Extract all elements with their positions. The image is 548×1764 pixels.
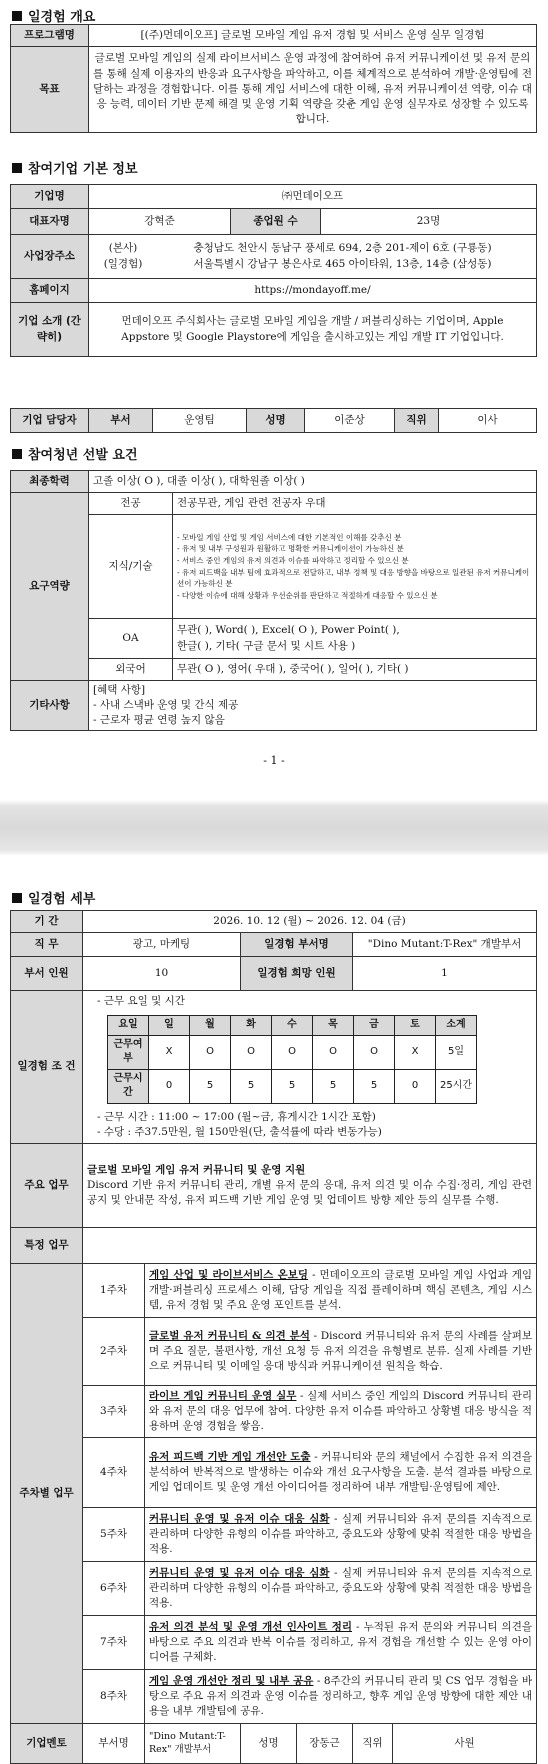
week-desc: - 8주간의 커뮤니티 관리 및 CS 업무 경험을 바탕으로 주요 유저 의견과 운영 이슈를 정리하고, 향후 게임 운영 방향에 대한 제안 내용을 내부 개발팀에 공유. xyxy=(149,1674,532,1718)
page-number: - 1 - xyxy=(263,754,285,767)
period-label: 기 간 xyxy=(11,911,83,933)
schedule-header: 목 xyxy=(313,1016,354,1036)
week-content xyxy=(145,1670,537,1724)
schedule-cell: O xyxy=(313,1035,354,1069)
schedule-header: 금 xyxy=(354,1016,395,1036)
company-table xyxy=(10,184,537,357)
staff-label: 부서 인원 xyxy=(11,957,83,991)
hope-count-label: 일경험 희망 인원 xyxy=(241,957,353,991)
education-value: 고졸 이상( O ), 대졸 이상( ), 대학원졸 이상( ) xyxy=(89,471,537,493)
oa-label: OA xyxy=(89,619,173,659)
schedule-row-label: 근무여부 xyxy=(108,1035,149,1069)
homepage-label: 홈페이지 xyxy=(11,279,89,303)
week-desc: - 실제 커뮤니티와 유저 문의를 지속적으로 관리하며 다양한 유형의 이슈를 파악하고, 중요도와 상황에 맞춰 적절한 대응 방법을 적용. xyxy=(149,1566,532,1610)
duty-value: 광고, 마케팅 xyxy=(83,933,241,957)
condition-value xyxy=(83,991,537,1144)
week-title: 게임 산업 및 라이브서비스 온보딩 xyxy=(149,1268,309,1281)
contact-name-value: 이준상 xyxy=(305,409,395,433)
mentor-dept-label: 부서명 xyxy=(83,1724,145,1764)
schedule-cell: 5 xyxy=(313,1069,354,1103)
section-title: 참여기업 기본 정보 xyxy=(28,162,138,177)
main-duty-title: 글로벌 모바일 게임 유저 커뮤니티 및 운영 지원 xyxy=(87,1163,306,1176)
duty-label: 직 무 xyxy=(11,933,83,957)
weekly-duty-label: 주차별 업무 xyxy=(11,1264,83,1724)
special-duty-label: 특정 업무 xyxy=(11,1228,83,1264)
week-label: 6주차 xyxy=(83,1562,145,1616)
schedule-cell: O xyxy=(272,1035,313,1069)
address-work-tag: (일경험) xyxy=(103,257,143,270)
schedule-header: 월 xyxy=(190,1016,231,1036)
schedule-cell: 5 xyxy=(231,1069,272,1103)
document-page-2 xyxy=(0,856,548,1755)
skill-label: 지식/기술 xyxy=(89,515,173,619)
language-label: 외국어 xyxy=(89,659,173,681)
address-hq: 충청남도 천안시 동남구 풍세로 694, 2층 201-제이 6호 (구룡동) xyxy=(193,242,492,255)
square-bullet-icon xyxy=(12,163,22,173)
square-bullet-icon xyxy=(12,11,22,21)
week-label: 5주차 xyxy=(83,1508,145,1562)
schedule-cell: 0 xyxy=(149,1069,190,1103)
contact-dept-value: 운영팀 xyxy=(153,409,247,433)
company-name-label: 기업명 xyxy=(11,185,89,209)
major-label: 전공 xyxy=(89,493,173,515)
week-label: 7주차 xyxy=(83,1616,145,1670)
section-heading-overview xyxy=(12,6,95,25)
schedule-cell: O xyxy=(354,1035,395,1069)
ceo-label: 대표자명 xyxy=(11,209,89,235)
week-desc: - 커뮤니티와 문의 채널에서 수집한 유저 의견을 분석하여 반복적으로 발생하는 이슈와 개선 요구사항을 도출. 분석 결과를 바탕으로 게임 업데이트 및 운영 개선 아이디어를 정리하여 내부 개발팀·운영팀에 제안. xyxy=(149,1450,532,1494)
week-label: 4주차 xyxy=(83,1438,145,1508)
mentor-dept-value: "Dino Mutant:T-Rex" 개발부서 xyxy=(145,1724,241,1764)
main-duty-label: 주요 업무 xyxy=(11,1144,83,1228)
skill-list xyxy=(173,515,537,619)
schedule-cell: X xyxy=(149,1035,190,1069)
week-desc: - 먼데이오프의 글로벌 모바일 게임 사업과 게임 개발·퍼블리싱 프로세스 이해, 담당 게임을 직접 플레이하며 핵심 콘텐츠, 게임 시스템, 유저 경험 및 주요 운영 포인트를 분석. xyxy=(149,1268,532,1312)
special-duty-value xyxy=(83,1228,537,1264)
week-desc: - Discord 커뮤니티와 유저 문의 사례를 살펴보며 주요 질문, 불편사항, 개선 요청 등 유저 의견을 유형별로 분류. 실제 사례를 기반으로 커뮤니티 및 이메일 응대 방식과 커뮤니케이션 원칙을 학습. xyxy=(149,1329,532,1373)
etc-value xyxy=(89,681,537,731)
week-title: 라이브 게임 커뮤니티 운영 실무 xyxy=(149,1389,297,1402)
period-value: 2026. 10. 12 (월) ~ 2026. 12. 04 (금) xyxy=(83,911,537,933)
ability-label: 요구역량 xyxy=(11,493,89,681)
oa-line: 한글( ), 기타( 구글 문서 및 시트 사용 ) xyxy=(177,639,356,652)
week-title: 커뮤니티 운영 및 유저 이슈 대응 심화 xyxy=(149,1566,330,1579)
section-title: 일경험 세부 xyxy=(28,892,96,907)
week-title: 글로벌 유저 커뮤니티 & 의견 분석 xyxy=(149,1329,310,1342)
work-dept-value: "Dino Mutant:T-Rex" 개발부서 xyxy=(353,933,537,957)
language-value: 무관( O ), 영어( 우대 ), 중국어( ), 일어( ), 기타( ) xyxy=(173,659,537,681)
address-hq-tag: (본사) xyxy=(108,242,138,255)
schedule-cell: 5 xyxy=(190,1069,231,1103)
week-content xyxy=(145,1264,537,1318)
schedule-cell: O xyxy=(190,1035,231,1069)
skill-item: - 서비스 중인 게임의 유저 의견과 이슈를 파악하고 정리할 수 있으신 분 xyxy=(177,555,409,565)
mentor-name-value: 장동근 xyxy=(297,1724,353,1764)
schedule-header: 수 xyxy=(272,1016,313,1036)
section-heading-detail xyxy=(12,888,95,907)
etc-line: - 사내 스낵바 운영 및 간식 제공 xyxy=(93,698,239,711)
contact-position-label: 직위 xyxy=(395,409,439,433)
skill-item: - 다양한 이슈에 대해 상황과 우선순위를 판단하고 적절하게 대응할 수 있으신 분 xyxy=(177,590,438,600)
section-title: 일경험 개요 xyxy=(28,10,96,25)
education-label: 최종학력 xyxy=(11,471,89,493)
goal-label: 목표 xyxy=(11,47,89,133)
staff-value: 10 xyxy=(83,957,241,991)
schedule-cell: 25시간 xyxy=(436,1069,477,1103)
main-duty-value xyxy=(83,1144,537,1228)
week-label: 1주차 xyxy=(83,1264,145,1318)
schedule-header: 화 xyxy=(231,1016,272,1036)
week-content xyxy=(145,1438,537,1508)
ceo-value: 강혁준 xyxy=(89,209,231,235)
condition-heading: - 근무 요일 및 시간 xyxy=(97,995,185,1007)
employee-count-value: 23명 xyxy=(321,209,537,235)
goal-value: 글로벌 모바일 게임의 실제 라이브서비스 운영 과정에 참여하여 유저 커뮤니케이션 및 유저 문의를 통해 실제 이용자의 반응과 요구사항을 파악하고, 이를 체계적으로 분석하여 개발·운영팀에 전달하는 과정을 경험합니다. 이를 통해 게임 서비스에 대한 이해, 유저 커뮤니케이션 역량, 이슈 대응 능력, 데이터 기반 문제 해결 및 운영 기획 역량을 갖춘 게임 운영 실무자로 성장할 수 있도록 합니다. xyxy=(89,47,537,133)
program-label: 프로그램명 xyxy=(11,25,89,47)
contact-table xyxy=(10,408,537,433)
main-duty-desc: Discord 기반 유저 커뮤니티 관리, 개별 유저 문의 응대, 유저 의견 및 이슈 수집·정리, 게임 관련 공지 및 안내문 작성, 유저 피드백 기반 게임 운영 및 업데이트 방향 제안 등의 실무를 수행. xyxy=(87,1179,532,1207)
section-heading-requirements xyxy=(12,444,138,463)
week-title: 게임 운영 개선안 정리 및 내부 공유 xyxy=(149,1674,314,1687)
company-intro-label: 기업 소개 (간략히) xyxy=(11,303,89,357)
contact-name-label: 성명 xyxy=(247,409,305,433)
schedule-table xyxy=(107,1015,477,1104)
schedule-cell: 5 xyxy=(272,1069,313,1103)
skill-item: - 유저 및 내부 구성원과 원활하고 명확한 커뮤니케이션이 가능하신 분 xyxy=(177,544,404,554)
contact-position-value: 이사 xyxy=(439,409,537,433)
condition-pay: - 수당 : 주37.5만원, 월 150만원(단, 출석률에 따라 변동가능) xyxy=(97,1125,382,1138)
requirements-table xyxy=(10,470,537,731)
oa-line: 무관( ), Word( ), Excel( O ), Power Point( ), xyxy=(177,624,400,637)
work-dept-label: 일경험 부서명 xyxy=(241,933,353,957)
mentor-label: 기업멘토 xyxy=(11,1724,83,1764)
schedule-header: 토 xyxy=(395,1016,436,1036)
week-title: 커뮤니티 운영 및 유저 이슈 대응 심화 xyxy=(149,1512,330,1525)
section-heading-company xyxy=(12,158,138,177)
company-intro-value: 먼데이오프 주식회사는 글로벌 모바일 게임을 개발 / 퍼블리싱하는 기업이며, Apple Appstore 및 Google Playstore에 게임을 출시하고있는 게임 개발 IT 기업입니다. xyxy=(89,303,537,357)
condition-time: - 근무 시간 : 11:00 ~ 17:00 (월~금, 휴게시간 1시간 포함) xyxy=(97,1110,376,1123)
week-content xyxy=(145,1318,537,1386)
address-label: 사업장주소 xyxy=(11,235,89,279)
week-content xyxy=(145,1386,537,1438)
program-value: [(주)먼데이오프] 글로벌 모바일 게임 유저 경험 및 서비스 운영 실무 일경험 xyxy=(89,25,537,47)
document-page-1 xyxy=(0,0,548,800)
section-title: 참여청년 선발 요건 xyxy=(28,448,138,463)
week-label: 3주차 xyxy=(83,1386,145,1438)
condition-label: 일경험 조 건 xyxy=(11,991,83,1144)
etc-line: [혜택 사항] xyxy=(93,683,146,696)
week-desc: - 실제 서비스 중인 게임의 Discord 커뮤니티 관리와 유저 문의 대응 업무에 참여. 다양한 유저 이슈를 파악하고 상황별 대응 방식을 적용하며 운영 경험을 쌓음. xyxy=(149,1389,532,1433)
oa-value xyxy=(173,619,537,659)
employee-count-label: 종업원 수 xyxy=(231,209,321,235)
week-desc: - 실제 커뮤니티와 유저 문의를 지속적으로 관리하며 다양한 유형의 이슈를 파악하고, 중요도와 상황에 맞춰 적절한 대응 방법을 적용. xyxy=(149,1512,532,1556)
schedule-cell: 5일 xyxy=(436,1035,477,1069)
schedule-cell: X xyxy=(395,1035,436,1069)
homepage-link[interactable]: https://mondayoff.me/ xyxy=(89,279,537,303)
page-separator xyxy=(0,800,548,856)
square-bullet-icon xyxy=(12,893,22,903)
week-content xyxy=(145,1616,537,1670)
etc-label: 기타사항 xyxy=(11,681,89,731)
week-desc: - 누적된 유저 문의와 커뮤니티 의견을 바탕으로 주요 의견과 반복 이슈를 정리하고, 유저 경험을 개선할 수 있는 운영 아이디어를 구체화. xyxy=(149,1620,532,1664)
week-label: 8주차 xyxy=(83,1670,145,1724)
mentor-name-label: 성명 xyxy=(241,1724,297,1764)
schedule-cell: 0 xyxy=(395,1069,436,1103)
overview-table xyxy=(10,24,537,133)
hope-count-value: 1 xyxy=(353,957,537,991)
skill-item: - 유저 피드백을 내부 팀에 효과적으로 전달하고, 내부 정책 및 대응 방향을 바탕으로 일관된 유저 커뮤니케이션이 가능하신 분 xyxy=(177,567,530,589)
week-content xyxy=(145,1508,537,1562)
schedule-header: 요일 xyxy=(108,1016,149,1036)
schedule-cell: 5 xyxy=(354,1069,395,1103)
contact-label: 기업 담당자 xyxy=(11,409,89,433)
address-value xyxy=(89,235,537,279)
contact-dept-label: 부서 xyxy=(89,409,153,433)
schedule-row-label: 근무시간 xyxy=(108,1069,149,1103)
company-name-value: ㈜먼데이오프 xyxy=(89,185,537,209)
week-label: 2주차 xyxy=(83,1318,145,1386)
major-value: 전공무관, 게임 관련 전공자 우대 xyxy=(173,493,537,515)
square-bullet-icon xyxy=(12,449,22,459)
skill-item: - 모바일 게임 산업 및 게임 서비스에 대한 기본적인 이해를 갖추신 분 xyxy=(177,532,402,542)
week-title: 유저 피드백 기반 게임 개선안 도출 xyxy=(149,1450,311,1463)
mentor-position-value: 사원 xyxy=(393,1724,537,1764)
week-title: 유저 의견 분석 및 운영 개선 인사이트 정리 xyxy=(149,1620,352,1633)
schedule-header: 일 xyxy=(149,1016,190,1036)
schedule-header: 소계 xyxy=(436,1016,477,1036)
mentor-position-label: 직위 xyxy=(353,1724,393,1764)
address-work: 서울특별시 강남구 봉은사로 465 아이타워, 13층, 14층 (삼성동) xyxy=(193,257,492,270)
week-content xyxy=(145,1562,537,1616)
detail-table xyxy=(10,910,537,1764)
schedule-cell: O xyxy=(231,1035,272,1069)
etc-line: - 근로자 평균 연령 높지 않음 xyxy=(93,714,225,727)
